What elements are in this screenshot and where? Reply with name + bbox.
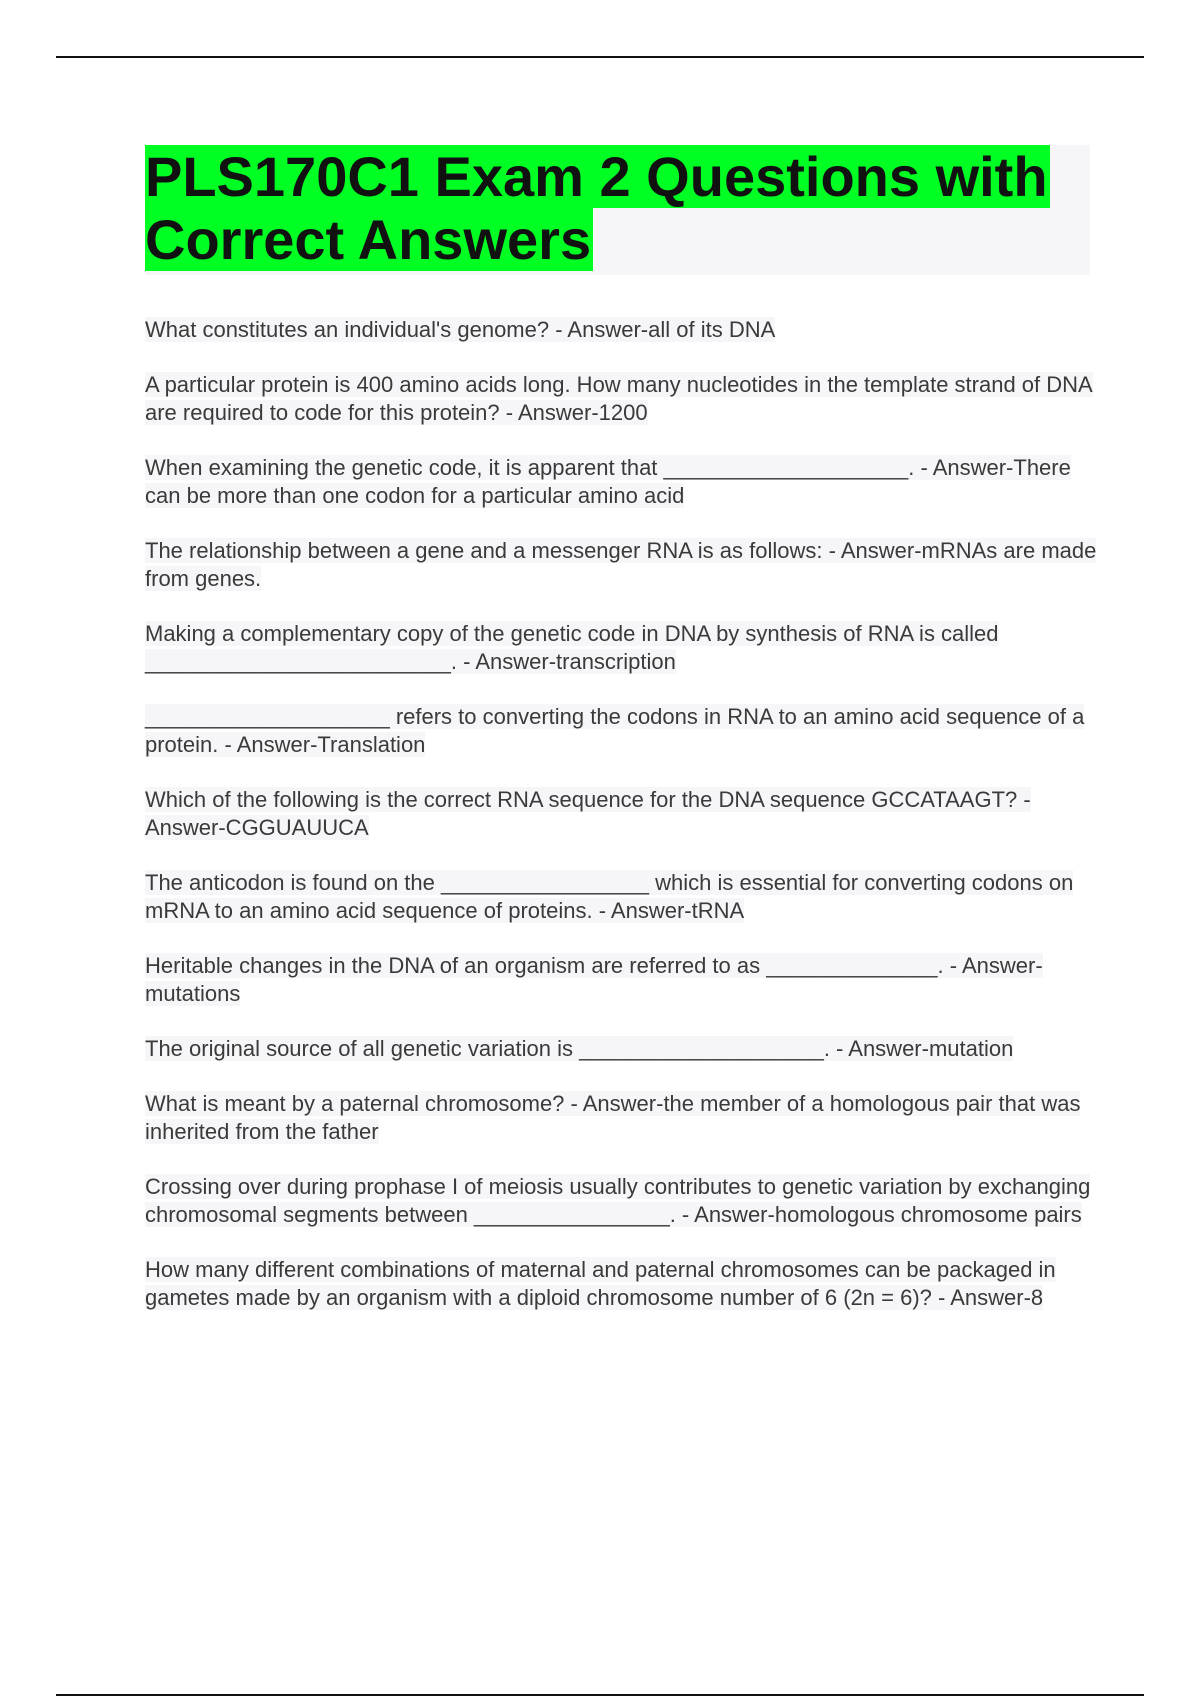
qa-item: Making a complementary copy of the genetic code in DNA by synthesis of RNA is called _________________________. - Answer-transcription	[145, 621, 999, 674]
qa-item: What constitutes an individual's genome? - Answer-all of its DNA	[145, 317, 776, 342]
document-title-text: PLS170C1 Exam 2 Questions with Correct Answers	[145, 145, 1048, 271]
qa-item: A particular protein is 400 amino acids long. How many nucleotides in the template strand of DNA are required to code for this protein? - Answer-1200	[145, 372, 1093, 425]
qa-item: The relationship between a gene and a messenger RNA is as follows: - Answer-mRNAs are made from genes.	[145, 538, 1097, 591]
qa-item: What is meant by a paternal chromosome? - Answer-the member of a homologous pair that was inherited from the father	[145, 1091, 1081, 1144]
top-rule	[56, 56, 1144, 58]
qa-item: Which of the following is the correct RNA sequence for the DNA sequence GCCATAAGT? - Answer-CGGUAUUCA	[145, 787, 1031, 840]
qa-item: ____________________ refers to converting the codons in RNA to an amino acid sequence of a protein. - Answer-Translation	[145, 704, 1085, 757]
qa-item: The original source of all genetic variation is ____________________. - Answer-mutation	[145, 1036, 1014, 1061]
document-title	[145, 145, 1090, 271]
question-answer-list	[145, 316, 1100, 1339]
qa-item: When examining the genetic code, it is apparent that ____________________. - Answer-There can be more than one codon for a particular amino acid	[145, 455, 1071, 508]
qa-item: The anticodon is found on the _________________ which is essential for converting codons on mRNA to an amino acid sequence of proteins. - Answer-tRNA	[145, 870, 1074, 923]
title-block	[145, 145, 1090, 275]
qa-item: How many different combinations of maternal and paternal chromosomes can be packaged in gametes made by an organism with a diploid chromosome number of 6 (2n = 6)? - Answer-8	[145, 1257, 1056, 1310]
qa-item: Heritable changes in the DNA of an organism are referred to as ______________. - Answer-mutations	[145, 953, 1043, 1006]
qa-item: Crossing over during prophase I of meiosis usually contributes to genetic variation by exchanging chromosomal segments between ________________. - Answer-homologous chromosome pairs	[145, 1174, 1091, 1227]
bottom-rule	[56, 1694, 1144, 1696]
